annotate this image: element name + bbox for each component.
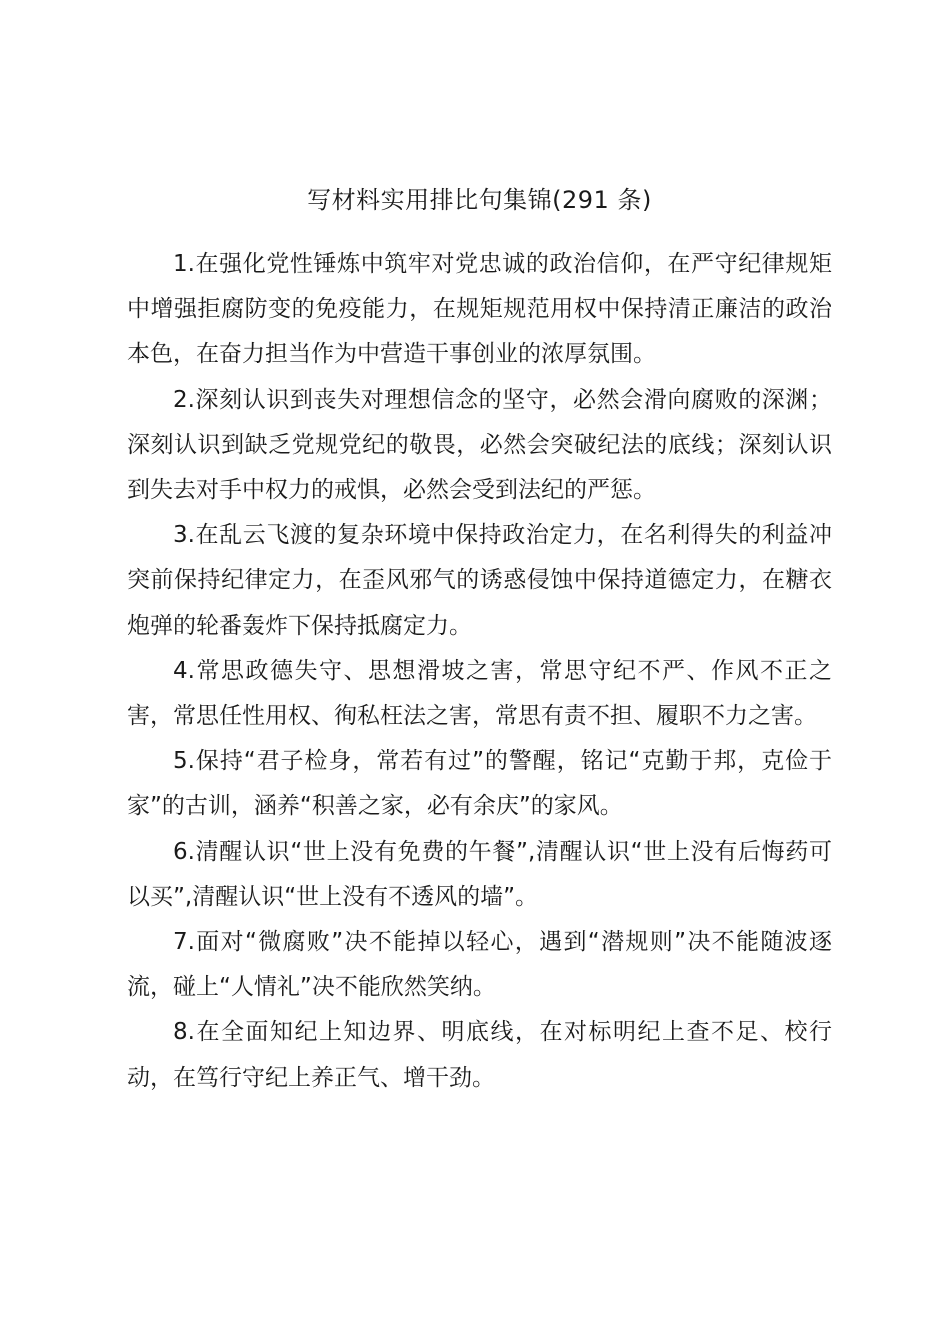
document-title: 写材料实用排比句集锦(291 条): [307, 186, 652, 214]
paragraph-6: 6.清醒认识“世上没有免费的午餐”,清醒认识“世上没有后悔药可以买”,清醒认识“世上没有不透风的墙”。: [127, 838, 832, 910]
paragraph-4: 4.常思政德失守、思想滑坡之害，常思守纪不严、作风不正之害，常思任性用权、徇私枉法之害，常思有责不担、履职不力之害。: [127, 657, 832, 730]
paragraph-8: 8.在全面知纪上知边界、明底线，在对标明纪上查不足、校行动，在笃行守纪上养正气、增干劲。: [127, 1019, 832, 1091]
paragraph-1: 1.在强化党性锤炼中筑牢对党忠诚的政治信仰，在严守纪律规矩中增强拒腐防变的免疫能力，在规矩规范用权中保持清正廉洁的政治本色，在奋力担当作为中营造干事创业的浓厚氛围。: [127, 251, 832, 368]
paragraph-7: 7.面对“微腐败”决不能掉以轻心，遇到“潜规则”决不能随波逐流，碰上“人情礼”决不能欣然笑纳。: [127, 929, 832, 1001]
paragraph-3: 3.在乱云飞渡的复杂环境中保持政治定力，在名利得失的利益冲突前保持纪律定力，在歪风邪气的诱惑侵蚀中保持道德定力，在糖衣炮弹的轮番轰炸下保持抵腐定力。: [127, 522, 832, 639]
paragraph-2: 2.深刻认识到丧失对理想信念的坚守，必然会滑向腐败的深渊；深刻认识到缺乏党规党纪的敬畏，必然会突破纪法的底线；深刻认识到失去对手中权力的戒惧，必然会受到法纪的严惩。: [127, 386, 832, 504]
paragraph-5: 5.保持“君子检身，常若有过”的警醒，铭记“克勤于邦，克俭于家”的古训，涵养“积善之家，必有余庆”的家风。: [127, 748, 832, 820]
